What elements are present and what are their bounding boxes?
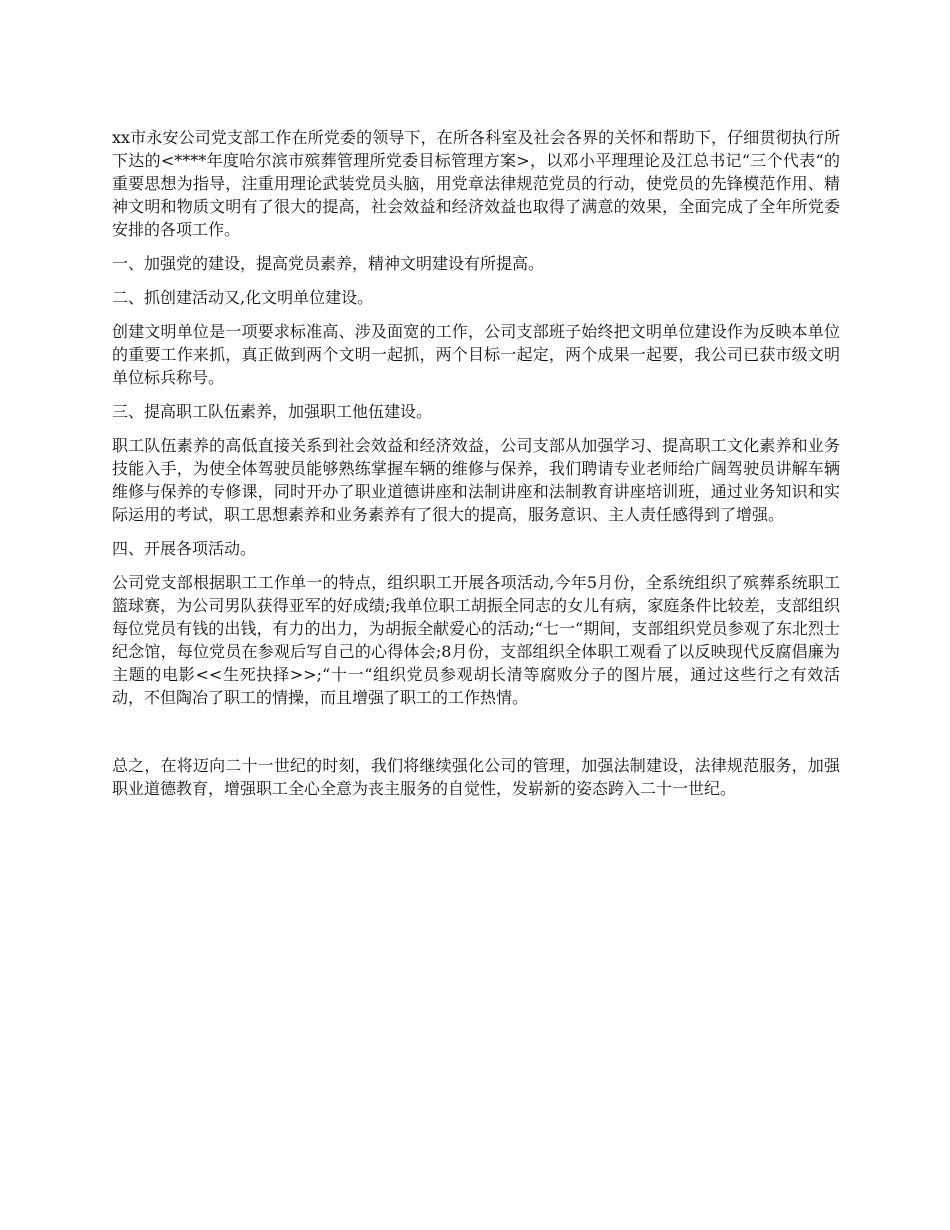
section-3-paragraph: 职工队伍素养的高低直接关系到社会效益和经济效益，公司支部从加强学习、提高职工文化素养和业务技能入手，为使全体驾驶员能够熟练掌握车辆的维修与保养，我们聘请专业老师给广阔驾驶员讲解车辆维修与保养的专修课，同时开办了职业道德讲座和法制讲座和法制教育讲座培训班，通过业务知识和实际运用的考试，职工思想素养和业务素养有了很大的提高，服务意识、主人责任感得到了增强。 (112, 436, 840, 524)
blank-spacer (112, 720, 840, 754)
conclusion-paragraph: 总之，在将迈向二十一世纪的时刻，我们将继续强化公司的管理，加强法制建设，法律规范服务，加强职业道德教育，增强职工全心全意为丧主服务的自觉性，发崭新的姿态跨入二十一世纪。 (112, 756, 840, 798)
section-4-paragraph: 公司党支部根据职工工作单一的特点，组织职工开展各项活动,今年5月份，全系统组织了殡葬系统职工篮球赛，为公司男队获得亚军的好成绩;我单位职工胡振全同志的女儿有病，家庭条件比较差，支部组织每位党员有钱的出钱，有力的出力，为胡振全献爱心的活动;“七一“期间，支部组织党员参观了东北烈士纪念馆，每位党员在参观后写自己的心得体会;8月份，支部组织全体职工观看了以反映现代反腐倡廉为主题的电影<<生死抉择>>;“十一“组织党员参观胡长清等腐败分子的图片展，通过这些行之有效活动，不但陶冶了职工的情操，而且增强了职工的工作热情。 (112, 573, 840, 707)
section-heading-2: 二、抓创建活动又,化文明单位建设。 (112, 288, 374, 307)
section-heading-3: 三、提高职工队伍素养，加强职工他伍建设。 (112, 402, 433, 421)
intro-paragraph: xx市永安公司党支部工作在所党委的领导下，在所各科室及社会各界的关怀和帮助下，仔细贯彻执行所下达的<****年度哈尔滨市殡葬管理所党委目标管理方案>，以邓小平理理论及江总书记“三个代表“的重要思想为指导，注重用理论武装党员头脑，用党章法律规范党员的行动，使党员的先锋模范作用、精神文明和物质文明有了很大的提高，社会效益和经济效益也取得了满意的效果，全面完成了全年所党委安排的各项工作。 (112, 128, 840, 239)
document-body (112, 126, 840, 811)
section-heading-1: 一、加强党的建设，提高党员素养，精神文明建设有所提高。 (112, 254, 545, 273)
section-heading-4: 四、开展各项活动。 (112, 539, 257, 558)
section-2-paragraph: 创建文明单位是一项要求标准高、涉及面宽的工作，公司支部班子始终把文明单位建设作为反映本单位的重要工作来抓，真正做到两个文明一起抓，两个目标一起定，两个成果一起要，我公司已获市级文明单位标兵称号。 (112, 322, 840, 387)
